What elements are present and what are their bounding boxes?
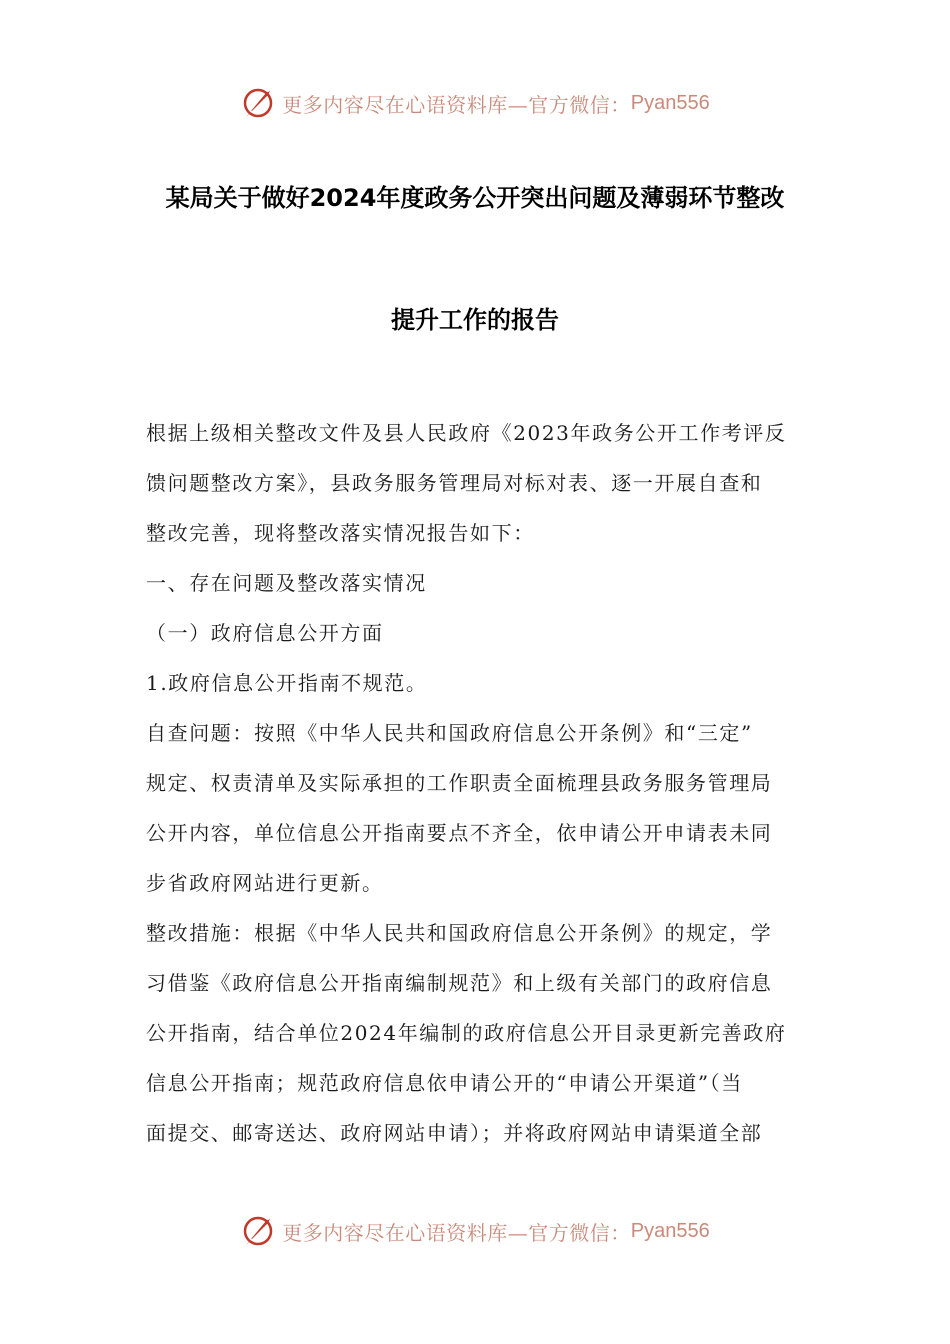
body-line: 步省政府网站进行更新。: [146, 871, 384, 895]
body-line: 公开指南，结合单位2024年编制的政府信息公开目录更新完善政府: [146, 1021, 787, 1045]
body-line: 习借鉴《政府信息公开指南编制规范》和上级有关部门的政府信息: [146, 971, 773, 995]
watermark-text: 更多内容尽在心语资料库—官方微信：: [282, 1220, 631, 1245]
quill-logo-icon: [240, 85, 276, 121]
item-heading: 1.政府信息公开指南不规范。: [146, 671, 428, 695]
subsection-heading: （一）政府信息公开方面: [146, 621, 384, 645]
watermark-wechat-id: Pyan556: [630, 1219, 710, 1242]
body-line: 根据上级相关整改文件及县人民政府《2023年政务公开工作考评反: [146, 421, 787, 445]
body-line: 面提交、邮寄送达、政府网站申请）；并将政府网站申请渠道全部: [146, 1121, 763, 1145]
body-line: 规定、权责清单及实际承担的工作职责全面梳理县政务服务管理局: [146, 771, 773, 795]
body-line: 馈问题整改方案》，县政务服务管理局对标对表、逐一开展自查和: [146, 471, 763, 495]
document-title-line-2: 提升工作的报告: [391, 306, 559, 334]
body-line: 自查问题：按照《中华人民共和国政府信息公开条例》和“三定”: [146, 721, 753, 745]
section-heading: 一、存在问题及整改落实情况: [146, 571, 427, 595]
document-body: [146, 408, 806, 1158]
watermark-text: 更多内容尽在心语资料库—官方微信：: [282, 92, 631, 117]
header-watermark: [0, 83, 950, 123]
body-line: 整改完善，现将整改落实情况报告如下：: [146, 521, 535, 545]
body-line: 信息公开指南；规范政府信息依申请公开的“申请公开渠道”（当: [146, 1071, 743, 1095]
watermark-wechat-id: Pyan556: [630, 91, 710, 114]
body-line: 公开内容，单位信息公开指南要点不齐全，依申请公开申请表未同: [146, 821, 773, 845]
quill-logo-icon: [240, 1213, 276, 1249]
document-title-line-1: 某局关于做好2024年度政务公开突出问题及薄弱环节整改: [165, 184, 785, 212]
footer-watermark: [0, 1211, 950, 1251]
body-line: 整改措施：根据《中华人民共和国政府信息公开条例》的规定，学: [146, 921, 773, 945]
